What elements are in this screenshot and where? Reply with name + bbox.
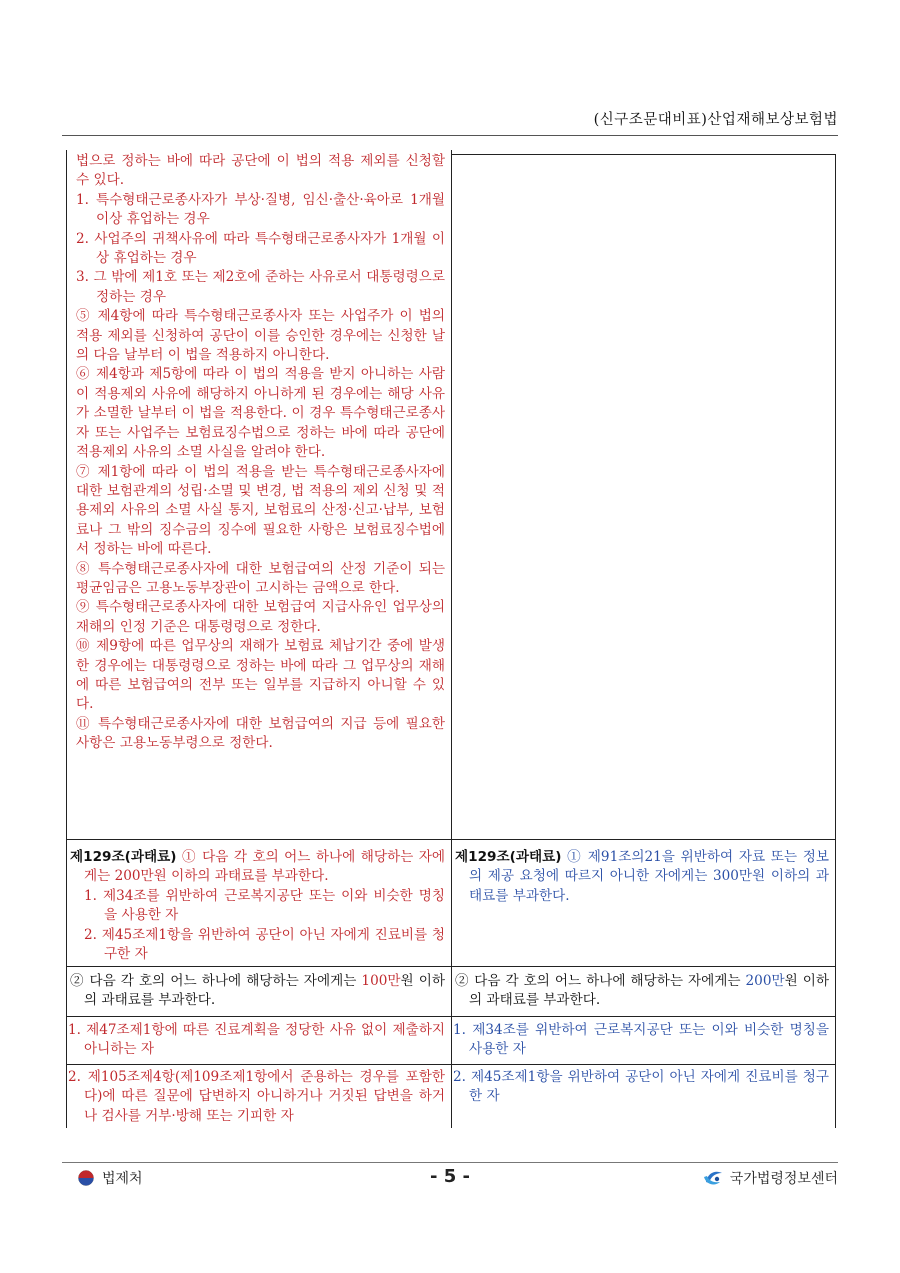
article-heading: 제129조(과태료): [70, 849, 177, 865]
paragraph: ⑩ 제9항에 따른 업무상의 재해가 보험료 체납기간 중에 발생한 경우에는 대통령령으로 정하는 바에 따라 그 업무상의 재해에 따른 보험급여의 전부 또는 일부를 지급하지 아니할 수 있다.: [76, 638, 445, 713]
paragraph: ⑨ 특수형태근로종사자에 대한 보험급여 지급사유인 업무상의 재해의 인정 기준은 대통령령으로 정한다.: [76, 599, 445, 635]
list-item: 3. 그 밖에 제1호 또는 제2호에 준하는 사유로서 대통령령으로 정하는 경우: [76, 269, 445, 305]
amount-new: 200만: [745, 973, 785, 989]
new-article-129-para2: [451, 972, 835, 1011]
paragraph: ⑤ 제4항에 따라 특수형태근로종사자 또는 사업주가 이 법의 적용 제외를 신청하여 공단이 이를 승인한 경우에는 신청한 날의 다음 날부터 이 법을 적용하지 아니한다.: [76, 308, 445, 364]
old-article-continuation: [66, 152, 451, 754]
document-header-title: (신구조문대비표)산업재해보상보험법: [593, 112, 838, 128]
page-number: - 5 -: [430, 1166, 470, 1187]
paragraph-text: ② 다음 각 호의 어느 하나에 해당하는 자에게는: [455, 973, 746, 989]
footer-right: [702, 1168, 838, 1188]
list-item: 2. 제45조제1항을 위반하여 공단이 아닌 자에게 진료비를 청구한 자: [84, 926, 445, 963]
paragraph: ① 다음 각 호의 어느 하나에 해당하는 자에게는 200만원 이하의 과태료를 부과한다.: [84, 849, 445, 885]
footer-org-right: 국가법령정보센터: [729, 1171, 838, 1187]
list-item: 2. 제105조제4항(제109조제1항에서 준용하는 경우를 포함한다)에 따른 질문에 답변하지 아니하거나 거짓된 답변을 하거나 검사를 거부·방해 또는 기피한 자: [68, 1068, 445, 1124]
old-article-129-para2-items: [66, 1021, 451, 1126]
list-item: 1. 제34조를 위반하여 근로복지공단 또는 이와 비슷한 명칭을 사용한 자: [84, 887, 445, 924]
paragraph-text: 원: [784, 973, 798, 989]
list-item: 1. 제34조를 위반하여 근로복지공단 또는 이와 비슷한 명칭을 사용한 자: [453, 1022, 829, 1058]
amount-old: 100만: [361, 973, 401, 989]
paragraph-text: 이하의 과태료를 부과한다.: [469, 973, 829, 1009]
list-item: 1. 제47조제1항에 따른 진료계획을 정당한 사유 없이 제출하지 아니하는 자: [68, 1022, 445, 1058]
old-article-129-para1: [66, 848, 451, 964]
header-divider: [62, 135, 838, 136]
table-row-divider-2: [66, 966, 836, 967]
new-article-129-para1: [451, 848, 835, 906]
paragraph: ⑦ 제1항에 따라 이 법의 적용을 받는 특수형태근로종사자에 대한 보험관계의 성립·소멸 및 변경, 법 적용의 제외 신청 및 적용제외 사유의 소멸 사실 통지, 보험료의 산정·신고·납부, 보험료나 그 밖의 징수금의 징수에 필요한 사항은 보험료징수법에서 정하는 바에 따른다.: [76, 463, 445, 558]
paragraph-text: 원: [400, 973, 414, 989]
paragraph: ⑥ 제4항과 제5항에 따라 이 법의 적용을 받지 아니하는 사람이 적용제외 사유에 해당하지 아니하게 된 경우에는 해당 사유가 소멸한 날부터 이 법을 적용한다. 이 경우 특수형태근로종사자 또는 사업주는 보험료징수법으로 정하는 바에 따라 공단에 적용제외 사유의 소멸 사실을 알려야 한다.: [76, 366, 445, 461]
footer-divider: [62, 1162, 838, 1163]
paragraph-text: ② 다음 각 호의 어느 하나에 해당하는 자에게는: [70, 973, 362, 989]
paragraph: ⑧ 특수형태근로종사자에 대한 보험급여의 산정 기준이 되는 평균임금은 고용노동부장관이 고시하는 금액으로 한다.: [76, 560, 445, 596]
list-item: 1. 특수형태근로종사자가 부상·질병, 임신·출산·육아로 1개월 이상 휴업하는 경우: [76, 191, 445, 228]
paragraph: 법으로 정하는 바에 따라 공단에 이 법의 적용 제외를 신청할 수 있다.: [76, 153, 445, 189]
list-item: 2. 제45조제1항을 위반하여 공단이 아닌 자에게 진료비를 청구한 자: [453, 1068, 829, 1105]
paragraph: ① 제91조의21을 위반하여 자료 또는 정보의 제공 요청에 따르지 아니한 자에게는 300만원 이하의 과태료를 부과한다.: [469, 849, 829, 904]
article-heading: 제129조(과태료): [455, 849, 562, 865]
list-item: 2. 사업주의 귀책사유에 따라 특수형태근로종사자가 1개월 이상 휴업하는 경우: [76, 230, 445, 267]
table-border-top-right: [451, 154, 836, 155]
table-row-divider-3: [66, 1016, 836, 1017]
footer-org-left: 법제처: [102, 1171, 143, 1187]
new-article-129-para2-items: [451, 1021, 835, 1107]
table-row-divider-1: [66, 839, 836, 840]
old-article-129-para2: [66, 972, 451, 1011]
paragraph: ⑪ 특수형태근로종사자에 대한 보험급여의 지급 등에 필요한 사항은 고용노동부령으로 정한다.: [76, 715, 445, 752]
comparison-table: [66, 150, 836, 1128]
law-info-center-logo-icon: [702, 1168, 724, 1188]
paragraph-text: 이하의 과태료를 부과한다.: [84, 973, 445, 1009]
table-border-right: [835, 154, 836, 1128]
